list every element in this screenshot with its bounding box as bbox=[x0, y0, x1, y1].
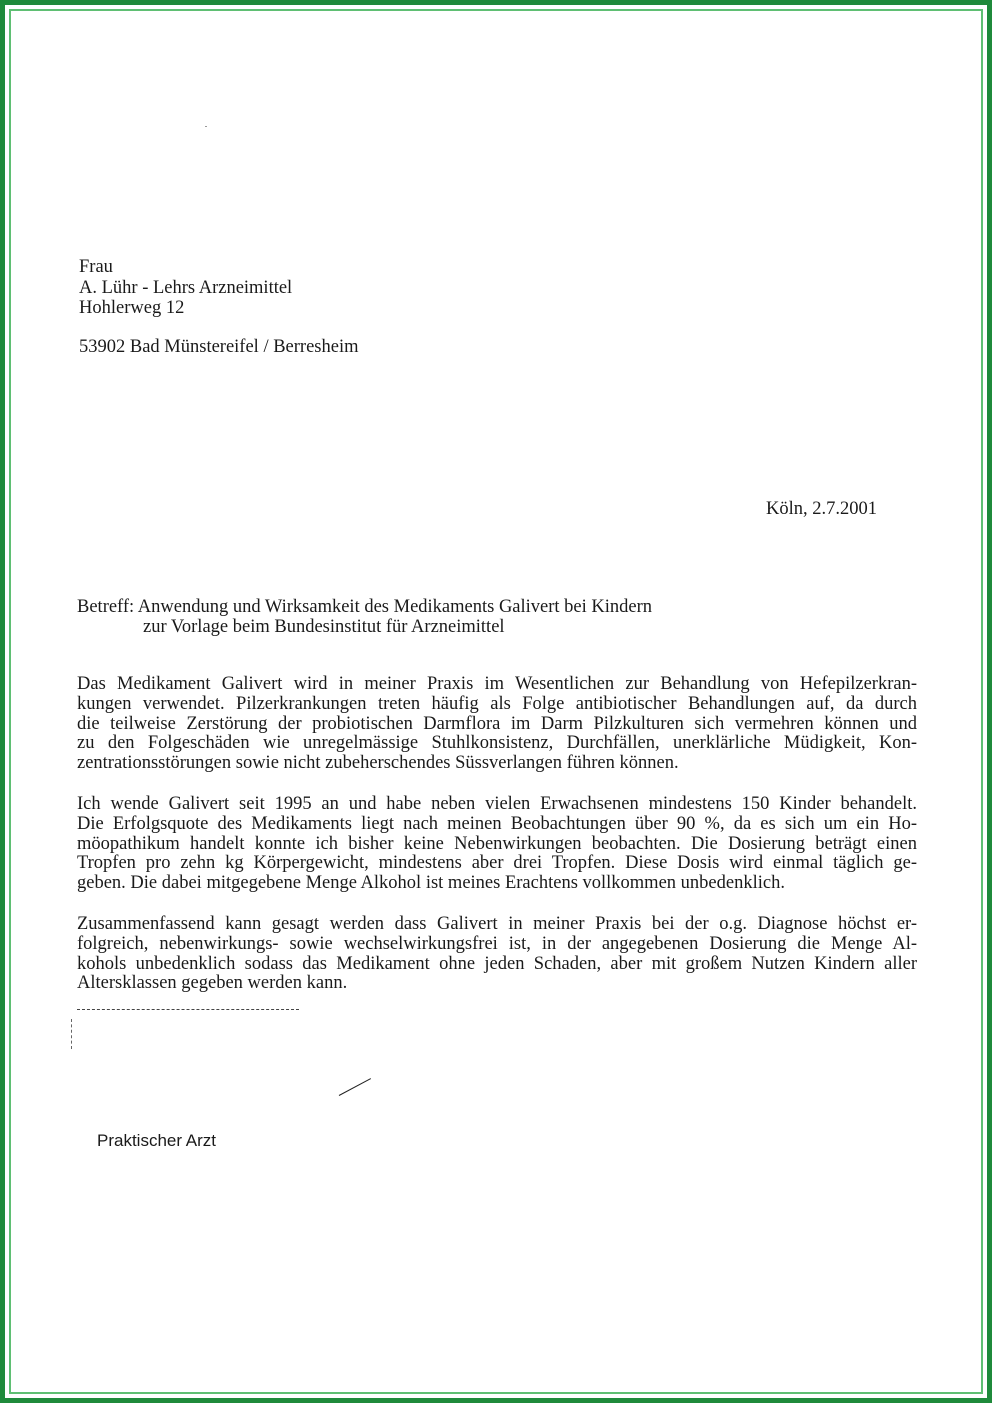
paragraph-line: folgreich, nebenwirkungs- sowie wechselwirkungsfrei ist, in der angegebenen Dosierung die Menge Al- bbox=[77, 933, 917, 954]
paragraph-line: geben. Die dabei mitgegebene Menge Alkohol ist meines Erachtens vollkommen unbedenklich. bbox=[77, 873, 785, 894]
scan-speck bbox=[205, 126, 207, 127]
paragraph-line: die teilweise Zerstörung der probiotischen Darmflora im Darm Pilzkulturen sich vermehren können und bbox=[77, 713, 917, 734]
recipient-street: Hohlerweg 12 bbox=[79, 298, 185, 318]
recipient-city: 53902 Bad Münstereifel / Berresheim bbox=[79, 337, 359, 357]
place-date: Köln, 2.7.2001 bbox=[766, 499, 877, 519]
paragraph-line: Ich wende Galivert seit 1995 an und habe neben vielen Erwachsenen mindestens 150 Kinder behandelt. bbox=[77, 794, 917, 814]
paragraph-line: Altersklassen gegeben werden kann. bbox=[77, 973, 348, 994]
paragraph-line: möopathikum handelt konnte ich bisher keine Nebenwirkungen beobachten. Die Dosierung beträgt einen bbox=[77, 833, 917, 854]
signature-redaction-line bbox=[77, 1009, 299, 1010]
paragraph-3 bbox=[77, 915, 917, 994]
paragraph-line: zentrationsstörungen sowie nicht zubeherschendes Süssverlangen führen können. bbox=[77, 753, 679, 774]
subject-line-1: Betreff: Anwendung und Wirksamkeit des Medikaments Galivert bei Kindern bbox=[77, 597, 653, 617]
subject-block bbox=[77, 597, 652, 637]
paragraph-line: zu den Folgeschäden wie unregelmässige Stuhlkonsistenz, Durchfällen, unerklärliche Müdigkeit, Kon- bbox=[77, 733, 917, 754]
paragraph-line: Zusammenfassend kann gesagt werden dass Galivert in meiner Praxis bei der o.g. Diagnose höchst er- bbox=[77, 914, 917, 934]
paragraph-line: kohols unbedenklich sodass das Medikament ohne jeden Schaden, aber mit großem Nutzen Kindern aller bbox=[77, 953, 917, 974]
subject-line-2: zur Vorlage beim Bundesinstitut für Arzneimittel bbox=[143, 617, 505, 637]
recipient-name: A. Lühr - Lehrs Arzneimittel bbox=[79, 278, 293, 298]
paragraph-line: Das Medikament Galivert wird in meiner Praxis im Wesentlichen zur Behandlung von Hefepilzerkran- bbox=[77, 674, 917, 694]
paragraph-line: Die Erfolgsquote des Medikaments liegt nach meinen Beobachtungen über 90 %, da es sich um ein Ho- bbox=[77, 813, 917, 834]
paragraph-2 bbox=[77, 795, 917, 894]
signature-redaction-tick bbox=[71, 1019, 72, 1049]
paragraph-line: Tropfen pro zehn kg Körpergewicht, mindestens aber drei Tropfen. Diese Dosis wird einmal täglich ge- bbox=[77, 853, 917, 874]
paragraph-1 bbox=[77, 675, 917, 774]
paragraph-line: kungen verwendet. Pilzerkrankungen treten häufig als Folge antibiotischer Behandlungen auf, da durch bbox=[77, 693, 917, 714]
closing-title: Praktischer Arzt bbox=[97, 1131, 217, 1150]
recipient-salutation: Frau bbox=[79, 257, 113, 277]
